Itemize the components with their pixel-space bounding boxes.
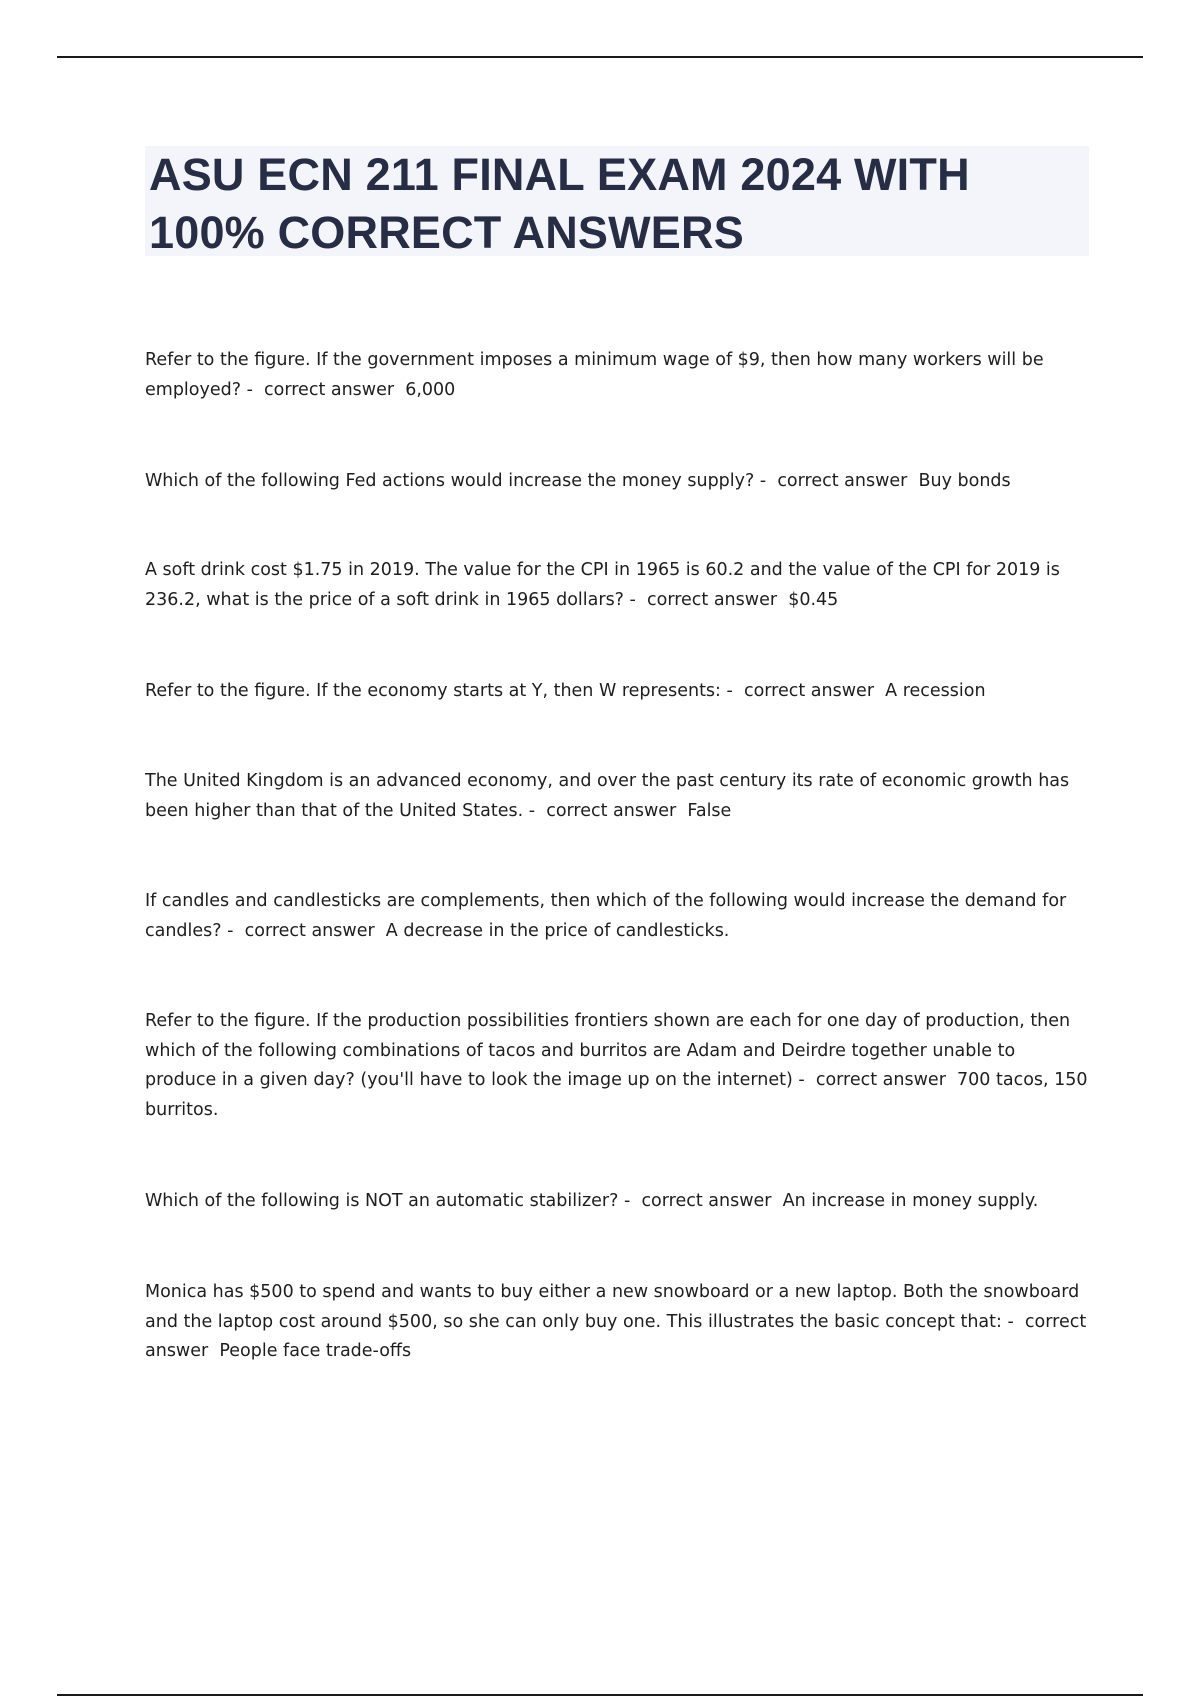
answer-label: correct answer (647, 589, 778, 610)
question-text: A soft drink cost $1.75 in 2019. The value for the CPI in 1965 is 60.2 and the value of the CPI for 2019 is 236.2, what is the price of a soft drink in 1965 dollars? - (145, 560, 1060, 610)
question-text: Which of the following Fed actions would increase the money supply? - (145, 471, 767, 491)
qa-item-6 (145, 887, 1090, 946)
qa-item-9 (145, 1278, 1090, 1367)
answer-label: correct answer (244, 920, 375, 941)
question-text: Monica has $500 to spend and wants to buy either a new snowboard or a new laptop. Both the snowboard and the laptop cost around $500, so she can only buy one. This illustrates the basic concept that: - (145, 1282, 1080, 1332)
title-block (145, 146, 1089, 256)
answer-text: 6,000 (405, 379, 456, 400)
qa-item-7 (145, 1007, 1090, 1125)
answer-label: correct answer (815, 1070, 946, 1090)
qa-item-1 (145, 346, 1090, 405)
qa-item-3 (145, 556, 1090, 615)
footer-rule (57, 1694, 1143, 1696)
answer-label: correct answer (264, 379, 395, 400)
question-text: Refer to the figure. If the government imposes a minimum wage of $9, then how many workers will be employed? - (145, 350, 1044, 400)
answer-label: correct answer (743, 681, 875, 701)
question-text: Refer to the figure. If the economy starts at Y, then W represents: - (145, 681, 733, 701)
question-text: If candles and candlesticks are complements, then which of the following would increase the demand for candles? - (145, 891, 1067, 941)
header-rule (57, 56, 1143, 58)
answer-text: A decrease in the price of candlesticks. (385, 920, 730, 941)
qa-item-4 (145, 677, 1090, 707)
answer-label: correct answer (777, 471, 908, 491)
qa-item-5 (145, 767, 1090, 826)
document-title: ASU ECN 211 FINAL EXAM 2024 WITH 100% CORRECT ANSWERS (149, 149, 970, 258)
answer-text: A recession (885, 681, 986, 701)
answer-text: $0.45 (788, 589, 839, 610)
answer-label: correct answer (641, 1191, 772, 1211)
question-text: Refer to the figure. If the production possibilities frontiers shown are each for one day of production, then which of the following combinations of tacos and burritos are Adam and Deirdre together unable to produce in a given day? (you'll have to look the image up on the internet) - (145, 1011, 1071, 1090)
qa-item-8 (145, 1187, 1090, 1217)
answer-text: Buy bonds (918, 471, 1011, 491)
answer-label: correct answer (145, 1311, 1087, 1361)
question-text: The United Kingdom is an advanced economy, and over the past century its rate of economic growth has been higher than that of the United States. - (145, 771, 1070, 821)
answer-text: People face trade-offs (219, 1341, 412, 1361)
answer-text: An increase in money supply. (782, 1191, 1039, 1211)
question-text: Which of the following is NOT an automatic stabilizer? - (145, 1191, 631, 1211)
answer-text: False (687, 800, 732, 821)
qa-item-2 (145, 467, 1090, 497)
answer-label: correct answer (546, 800, 677, 821)
answer-text: 700 tacos, 150 burritos. (145, 1070, 1088, 1120)
